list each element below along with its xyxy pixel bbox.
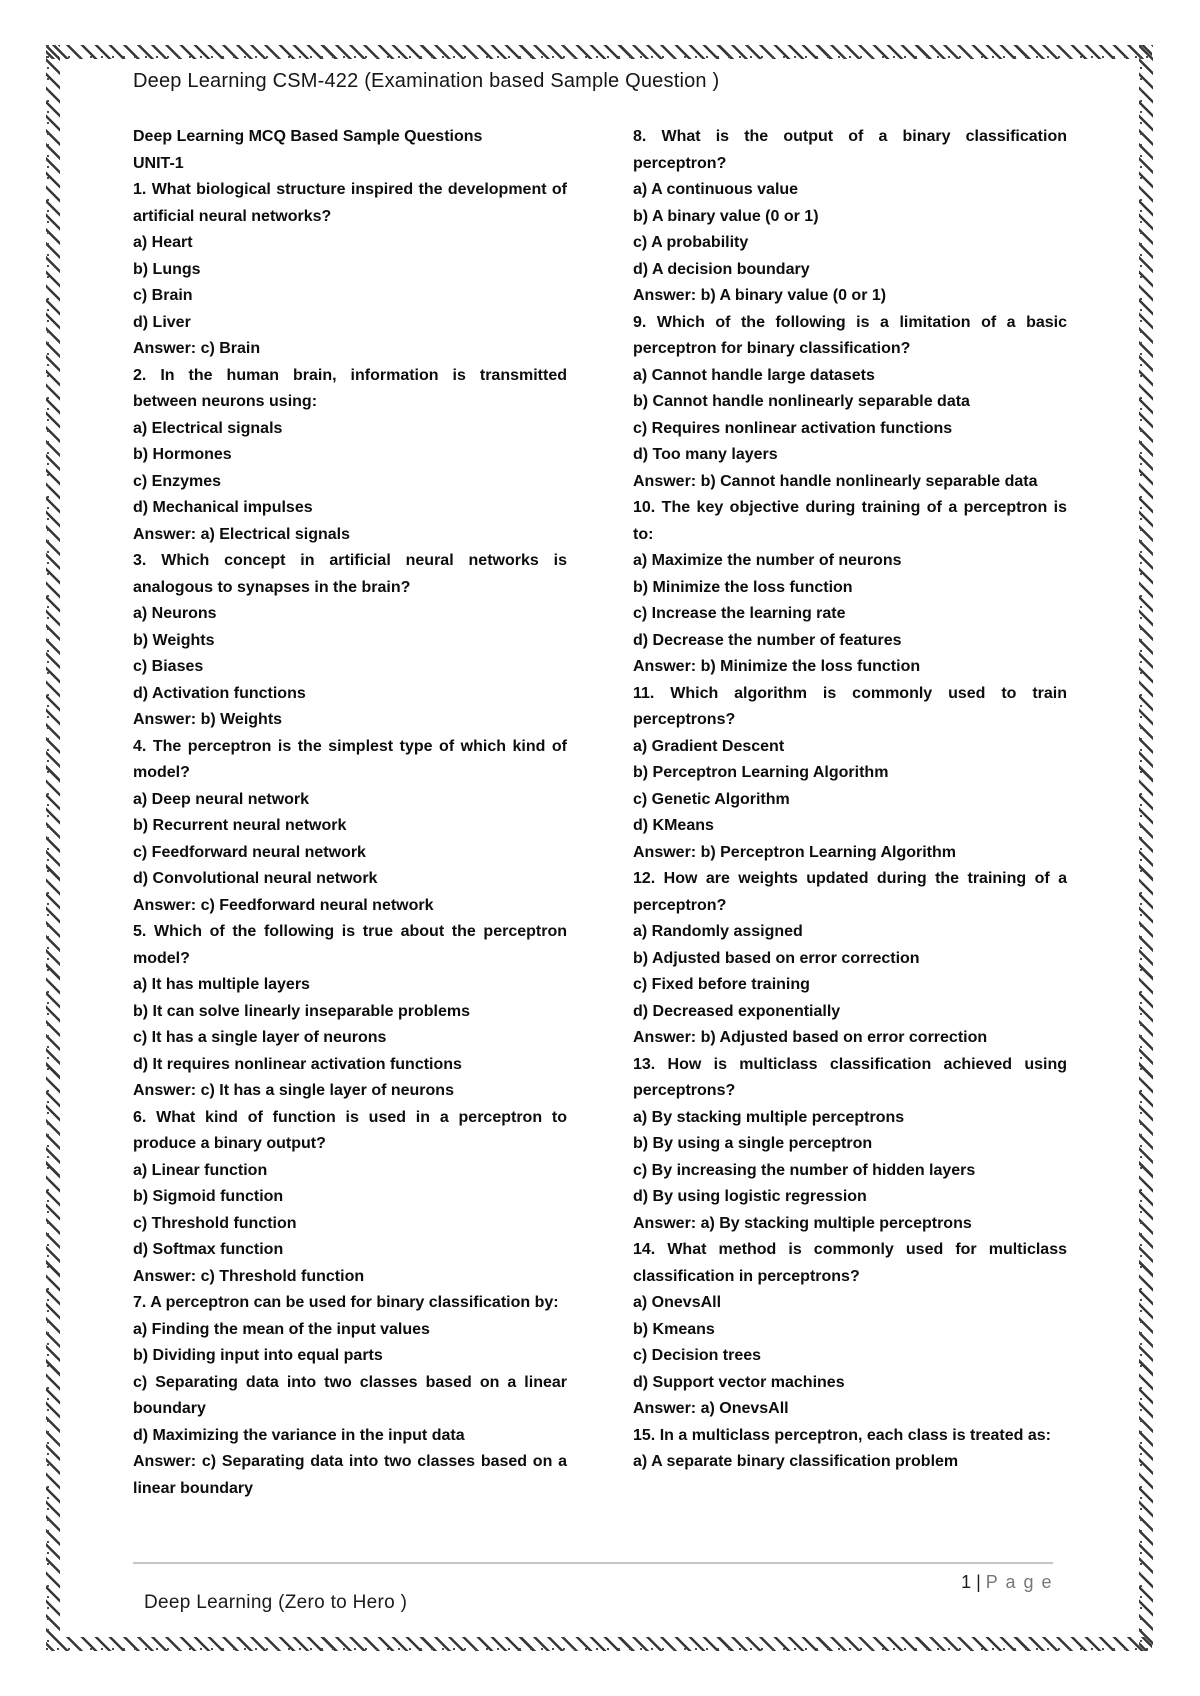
option-text: c) Fixed before training xyxy=(633,976,810,993)
option-text: b) Perceptron Learning Algorithm xyxy=(633,764,889,781)
answer-text: Answer: c) Separating data into two classes based on a linear boundary xyxy=(133,1453,567,1497)
option-text: a) Cannot handle large datasets xyxy=(633,366,875,384)
option-text: b) Dividing input into equal parts xyxy=(133,1347,383,1364)
option-text: c) Brain xyxy=(133,287,193,304)
option-text: a) A separate binary classification problem xyxy=(633,1453,959,1470)
questions-column-left xyxy=(133,124,567,1502)
option-text: a) OnevsAll xyxy=(633,1294,722,1311)
option-text: b) Weights xyxy=(133,631,215,649)
document-title: Deep Learning CSM-422 (Examination based Sample Question ) xyxy=(133,70,720,92)
questions-column-right xyxy=(633,124,1067,1476)
question-text: 1. What biological structure inspired the development of artificial neural networks? xyxy=(133,181,567,225)
question-text: 9. Which of the following is a limitation of a basic perceptron for binary classification? xyxy=(633,313,1067,357)
option-text: c) A probability xyxy=(633,234,749,251)
page-number-separator: | xyxy=(971,1572,986,1592)
decorative-border-right xyxy=(1139,45,1153,1651)
option-text: b) A binary value (0 or 1) xyxy=(633,207,819,225)
answer-text: Answer: c) Feedforward neural network xyxy=(133,896,434,914)
answer-text: Answer: b) Cannot handle nonlinearly separable data xyxy=(633,472,1038,490)
option-text: d) Convolutional neural network xyxy=(133,870,378,887)
question-text: 13. How is multiclass classification achieved using perceptrons? xyxy=(633,1055,1067,1099)
option-text: c) Feedforward neural network xyxy=(133,843,366,861)
option-text: d) Softmax function xyxy=(133,1241,284,1258)
option-text: d) Decreased exponentially xyxy=(633,1002,841,1020)
option-text: d) Liver xyxy=(133,313,191,331)
option-text: c) Genetic Algorithm xyxy=(633,790,790,808)
option-text: a) Heart xyxy=(133,234,193,251)
option-text: c) Requires nonlinear activation functions xyxy=(633,419,953,437)
question-text: 12. How are weights updated during the training of a perceptron? xyxy=(633,870,1067,914)
option-text: a) Linear function xyxy=(133,1161,268,1179)
option-text: a) Deep neural network xyxy=(133,790,310,808)
option-text: d) Too many layers xyxy=(633,446,778,463)
answer-text: Answer: a) By stacking multiple perceptrons xyxy=(633,1214,972,1232)
section-heading: UNIT-1 xyxy=(133,154,184,172)
answer-text: Answer: c) It has a single layer of neurons xyxy=(133,1082,454,1099)
option-text: b) Sigmoid function xyxy=(133,1188,284,1205)
option-text: a) Maximize the number of neurons xyxy=(633,552,902,569)
option-text: c) Increase the learning rate xyxy=(633,605,846,622)
page-number-word: P a g e xyxy=(985,1572,1053,1592)
option-text: d) It requires nonlinear activation functions xyxy=(133,1055,462,1073)
question-text: 14. What method is commonly used for multiclass classification in perceptrons? xyxy=(633,1241,1067,1285)
option-text: a) A continuous value xyxy=(633,181,799,198)
answer-text: Answer: b) A binary value (0 or 1) xyxy=(633,287,887,304)
option-text: a) By stacking multiple perceptrons xyxy=(633,1108,905,1126)
option-text: b) Kmeans xyxy=(633,1320,715,1338)
option-text: b) By using a single perceptron xyxy=(633,1135,873,1152)
page-number xyxy=(133,1572,1053,1593)
option-text: a) It has multiple layers xyxy=(133,976,310,993)
option-text: d) KMeans xyxy=(633,817,714,834)
footer-divider xyxy=(133,1562,1053,1564)
decorative-border-bottom xyxy=(46,1637,1152,1651)
decorative-border-left xyxy=(46,45,60,1651)
answer-text: Answer: a) OnevsAll xyxy=(633,1400,789,1417)
option-text: d) Activation functions xyxy=(133,684,306,702)
question-text: 11. Which algorithm is commonly used to train perceptrons? xyxy=(633,684,1067,728)
option-text: d) Maximizing the variance in the input data xyxy=(133,1426,465,1444)
option-text: c) By increasing the number of hidden layers xyxy=(633,1161,976,1179)
option-text: c) Decision trees xyxy=(633,1347,762,1364)
option-text: c) Enzymes xyxy=(133,472,222,490)
answer-text: Answer: c) Threshold function xyxy=(133,1267,365,1285)
option-text: d) Mechanical impulses xyxy=(133,499,313,516)
question-text: 7. A perceptron can be used for binary classification by: xyxy=(133,1294,559,1311)
option-text: b) It can solve linearly inseparable problems xyxy=(133,1002,471,1020)
question-text: 5. Which of the following is true about the perceptron model? xyxy=(133,923,567,967)
option-text: b) Cannot handle nonlinearly separable data xyxy=(633,393,970,410)
option-text: c) Threshold function xyxy=(133,1214,297,1232)
option-text: a) Randomly assigned xyxy=(633,923,803,940)
question-text: 2. In the human brain, information is transmitted between neurons using: xyxy=(133,366,567,410)
option-text: a) Gradient Descent xyxy=(633,737,785,755)
question-text: 10. The key objective during training of a perceptron is to: xyxy=(633,499,1067,543)
option-text: b) Minimize the loss function xyxy=(633,578,853,596)
option-text: b) Lungs xyxy=(133,260,201,278)
option-text: a) Electrical signals xyxy=(133,419,283,437)
option-text: c) It has a single layer of neurons xyxy=(133,1029,387,1046)
option-text: c) Biases xyxy=(133,658,204,675)
decorative-border-top xyxy=(46,45,1152,59)
option-text: b) Hormones xyxy=(133,446,232,463)
answer-text: Answer: b) Adjusted based on error correction xyxy=(633,1029,988,1046)
answer-text: Answer: c) Brain xyxy=(133,340,261,357)
question-text: 3. Which concept in artificial neural networks is analogous to synapses in the brain? xyxy=(133,552,567,596)
answer-text: Answer: b) Perceptron Learning Algorithm xyxy=(633,843,956,861)
option-text: d) Support vector machines xyxy=(633,1373,845,1391)
option-text: d) By using logistic regression xyxy=(633,1188,867,1205)
option-text: d) Decrease the number of features xyxy=(633,631,902,649)
question-text: 4. The perceptron is the simplest type of which kind of model? xyxy=(133,737,567,781)
option-text: d) A decision boundary xyxy=(633,260,810,278)
option-text: a) Finding the mean of the input values xyxy=(133,1320,430,1338)
section-heading: Deep Learning MCQ Based Sample Questions xyxy=(133,128,483,145)
question-text: 8. What is the output of a binary classification perceptron? xyxy=(633,128,1067,172)
footer-brand: Deep Learning (Zero to Hero ) xyxy=(144,1592,408,1613)
question-text: 15. In a multiclass perceptron, each class is treated as: xyxy=(633,1426,1051,1444)
option-text: b) Recurrent neural network xyxy=(133,817,347,834)
answer-text: Answer: b) Minimize the loss function xyxy=(633,658,921,675)
answer-text: Answer: a) Electrical signals xyxy=(133,525,350,543)
answer-text: Answer: b) Weights xyxy=(133,711,283,728)
page-number-value: 1 xyxy=(961,1572,972,1592)
option-text: c) Separating data into two classes based on a linear boundary xyxy=(133,1373,567,1417)
question-text: 6. What kind of function is used in a perceptron to produce a binary output? xyxy=(133,1108,567,1152)
option-text: b) Adjusted based on error correction xyxy=(633,949,920,967)
option-text: a) Neurons xyxy=(133,605,217,622)
